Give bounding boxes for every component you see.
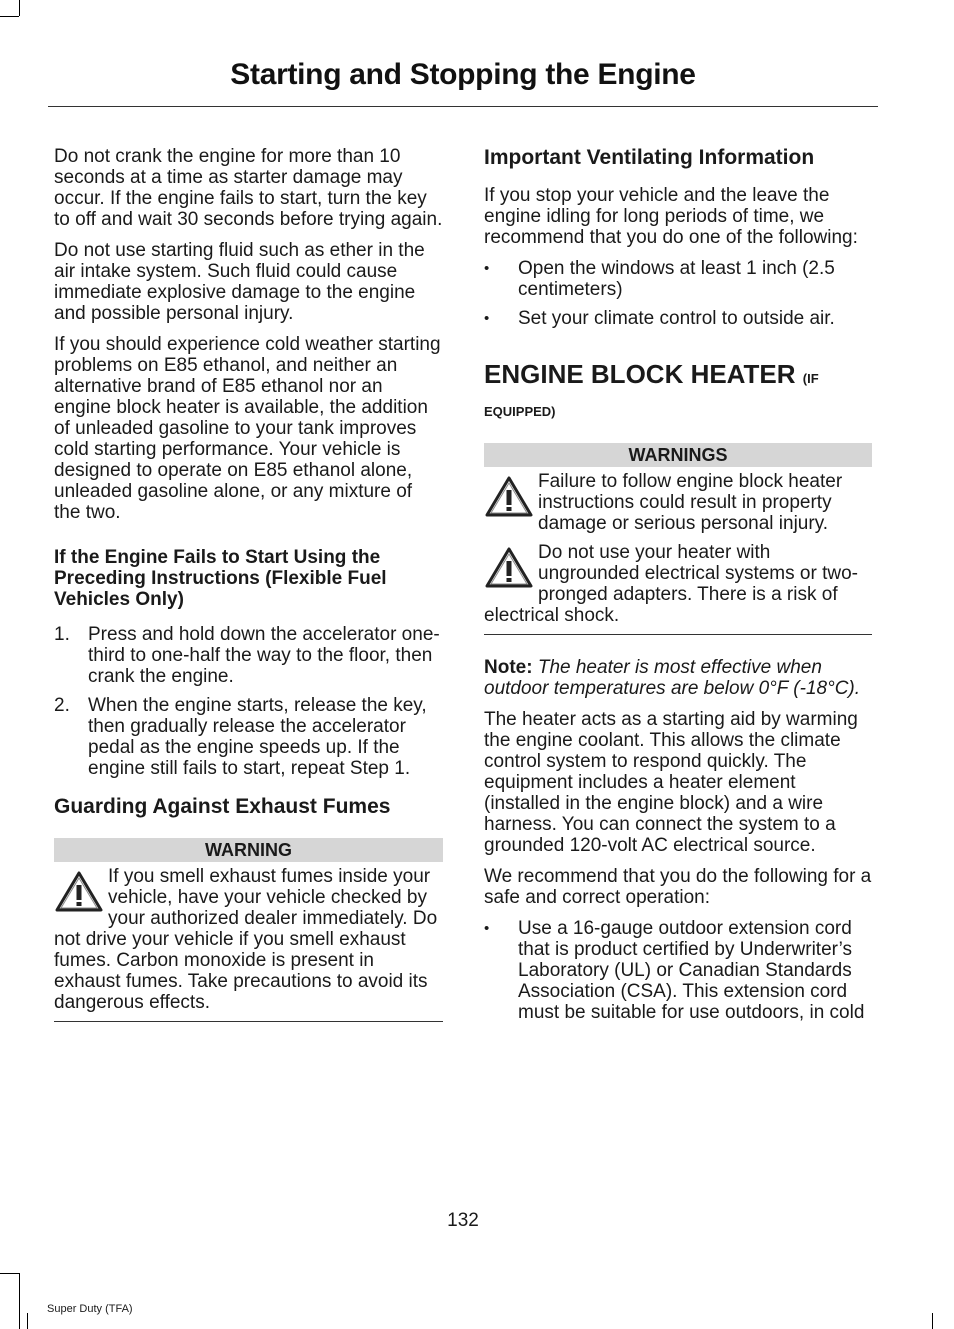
warning-text: Do not use your heater with ungrounded electrical systems or two-pronged adapters. There is a risk of electrical shock. [484, 542, 858, 626]
left-column [54, 146, 443, 1044]
crop-mark-bottom-left-tick [27, 1313, 28, 1329]
list-item [54, 695, 443, 779]
right-column [484, 146, 872, 1033]
warning-electrical-shock [484, 542, 872, 626]
list-item [484, 918, 872, 1023]
bullet-marker: • [484, 310, 490, 327]
crop-mark-bottom-left-h [0, 1273, 19, 1274]
note [484, 657, 872, 699]
list-item [484, 308, 872, 329]
bullet-marker: • [484, 920, 490, 937]
crop-mark-top-left-v [19, 0, 20, 16]
paragraph-heater-description: The heater acts as a starting aid by warming the engine coolant. This allows the climate control system to respond quickly. The equipment includes a heater element (installed in the engine block) and a wire harness. You can connect the system to a grounded 120-volt AC electrical source. [484, 709, 858, 856]
paragraph-starting-fluid: Do not use starting fluid such as ether in the air intake system. Such fluid could cause immediate explosive damage to the engine and possible personal injury. [54, 240, 425, 324]
title-divider [48, 106, 878, 107]
crop-mark-bottom-right-tick [932, 1313, 933, 1329]
paragraph-recommend: We recommend that you do the following for a safe and correct operation: [484, 866, 872, 908]
heading-engine-fails: If the Engine Fails to Start Using the Preceding Instructions (Flexible Fuel Vehicles Only) [54, 547, 387, 610]
list-item [54, 624, 443, 687]
bullet-text: Set your climate control to outside air. [518, 308, 835, 329]
footer-doc-name: Super Duty (TFA) [47, 1303, 133, 1315]
bullet-text: Use a 16-gauge outdoor extension cord that is product certified by Underwriter’s Laboratory (UL) or Canadian Standards Association (CSA). This extension cord must be suitable for use outdoors, in cold [518, 918, 865, 1023]
heading-guarding: Guarding Against Exhaust Fumes [54, 795, 391, 818]
step-text: When the engine starts, release the key, then gradually release the accelerator pedal as the engine speeds up. If the engine still fails to start, repeat Step 1. [88, 695, 427, 779]
heading-engine-block-heater [484, 359, 872, 394]
bullet-marker: • [484, 260, 490, 277]
warning-exhaust [54, 866, 443, 1013]
warning-divider [484, 634, 872, 635]
section-title-suffix: (IF [802, 371, 819, 386]
note-label: Note: [484, 657, 533, 678]
warning-divider [54, 1021, 443, 1022]
heading-ventilating: Important Ventilating Information [484, 146, 815, 169]
section-title: ENGINE BLOCK HEATER [484, 359, 796, 389]
bullet-text: Open the windows at least 1 inch (2.5 centimeters) [518, 258, 835, 300]
warning-triangle-icon [54, 870, 104, 914]
warning-text: Failure to follow engine block heater instructions could result in property damage or serious personal injury. [538, 471, 843, 534]
steps-list [54, 624, 443, 779]
section-title-suffix-2: EQUIPPED) [484, 404, 556, 419]
heater-bullets [484, 918, 872, 1023]
step-number: 1. [54, 624, 70, 645]
note-text: The heater is most effective when outdoor temperatures are below 0°F (-18°C). [484, 657, 861, 699]
paragraph-vent-intro: If you stop your vehicle and the leave the engine idling for long periods of time, we recommend that you do one of the following: [484, 185, 858, 248]
list-item [484, 258, 872, 300]
warning-triangle-icon [484, 546, 534, 590]
page-number: 132 [447, 1210, 479, 1231]
warning-text: If you smell exhaust fumes inside your vehicle, have your vehicle checked by your authorized dealer immediately. Do not drive your vehicle if you smell exhaust fumes. Carbon monoxide is present in exhaust fumes. Take precautions to avoid its dangerous effects. [54, 866, 438, 1013]
crop-mark-top-left-h [0, 16, 19, 17]
paragraph-e85: If you should experience cold weather starting problems on E85 ethanol, and neither an alternative brand of E85 ethanol nor an engine block heater is available, the addition of unleaded gasoline to your tank improves cold starting performance. Your vehicle is designed to operate on E85 ethanol alone, unleaded gasoline alone, or any mixture of the two. [54, 334, 441, 523]
warnings-header: WARNINGS [484, 443, 872, 467]
paragraph-crank: Do not crank the engine for more than 10 seconds at a time as starter damage may occur. If the engine fails to start, turn the key to off and wait 30 seconds before trying again. [54, 146, 443, 230]
vent-bullets [484, 258, 872, 329]
warning-header: WARNING [54, 838, 443, 862]
page-title: Starting and Stopping the Engine [230, 58, 696, 91]
warning-heater-instructions [484, 471, 872, 534]
step-number: 2. [54, 695, 70, 716]
warning-triangle-icon [484, 475, 534, 519]
step-text: Press and hold down the accelerator one-third to one-half the way to the floor, then crank the engine. [88, 624, 440, 687]
crop-mark-bottom-left-v [19, 1273, 20, 1329]
